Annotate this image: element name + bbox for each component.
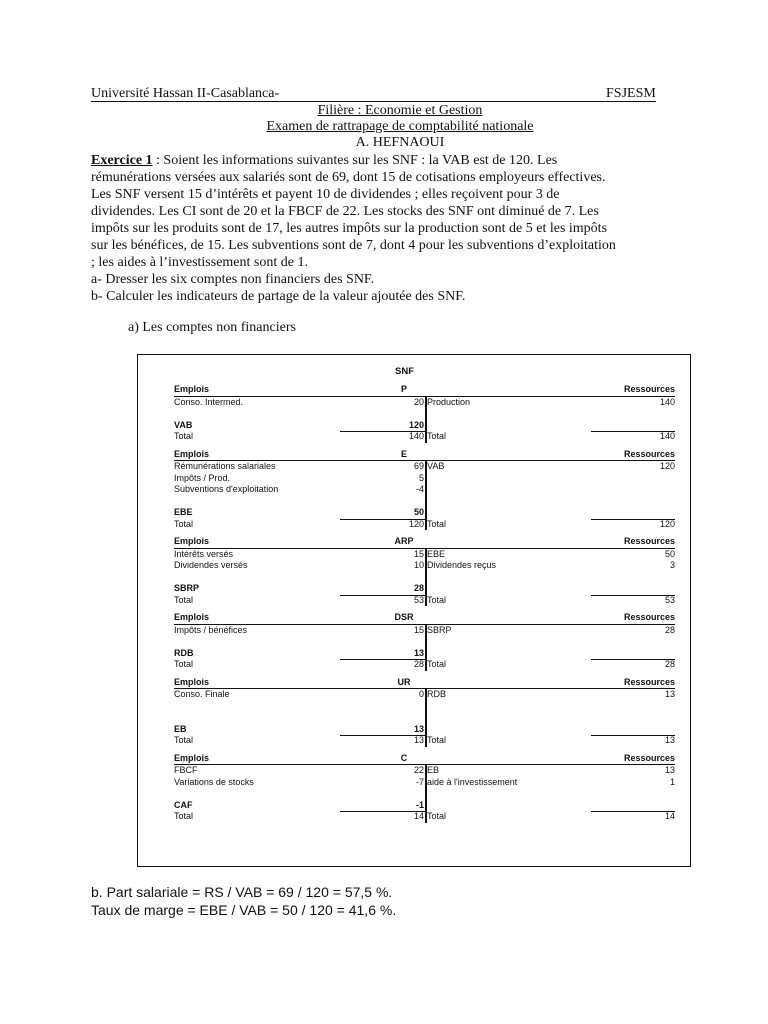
row-left-value: 13 <box>413 647 424 658</box>
question-b: b- Calculer les indicateurs de partage de la valeur ajoutée des SNF. <box>91 289 466 304</box>
row-right-value: 14 <box>664 811 675 821</box>
row-left-label: Conso. Finale <box>174 689 230 699</box>
account-separator <box>425 625 427 671</box>
row-left-value: 53 <box>413 594 424 605</box>
account-separator <box>425 549 427 607</box>
ressources-label: Ressources <box>623 676 675 687</box>
row-right-label: Dividendes reçus <box>427 560 497 570</box>
total-rule-right <box>591 595 675 596</box>
header-author: A. HEFNAOUI <box>355 135 445 150</box>
answer-taux-marge: Taux de marge = EBE / VAB = 50 / 120 = 41,6 %. <box>91 902 397 918</box>
row-left-value: -7 <box>415 776 424 787</box>
header-rule <box>91 101 656 102</box>
account-header <box>174 536 675 549</box>
total-rule-left <box>340 595 425 596</box>
row-right-value: 28 <box>664 624 675 635</box>
row-left-value: 14 <box>413 811 424 821</box>
exercise-line: sur les bénéfices, de 15. Les subventions sont de 7, dont 4 pour les subventions d’exploitation <box>91 238 616 253</box>
row-right-value: 140 <box>659 431 675 441</box>
emplois-label: Emplois <box>174 612 210 622</box>
row-right-value: 13 <box>664 689 675 699</box>
total-rule-left <box>340 811 425 812</box>
section-a-title: a) Les comptes non financiers <box>128 320 296 335</box>
row-left-label: Total <box>174 811 194 821</box>
row-left-value: -1 <box>415 799 424 810</box>
ressources-label: Ressources <box>623 612 675 622</box>
row-left-label: Total <box>174 594 194 605</box>
row-left-label: Impôts / bénéfices <box>174 624 248 635</box>
row-left-label: CAF <box>174 799 193 810</box>
row-right-label: Total <box>427 735 447 745</box>
row-right-label: Total <box>427 431 447 441</box>
account-code: DSR <box>394 612 414 622</box>
row-right-value: 120 <box>659 461 675 471</box>
row-right-value: 1 <box>669 776 675 787</box>
row-left-label: Rémunérations salariales <box>174 461 276 471</box>
row-left-label: FBCF <box>174 765 198 775</box>
account-code: UR <box>397 676 411 687</box>
row-left-label: EBE <box>174 507 193 517</box>
answer-part-salariale: b. Part salariale = RS / VAB = 69 / 120 = 57,5 %. <box>91 884 393 900</box>
row-right-label: EB <box>427 765 440 775</box>
emplois-label: Emplois <box>174 752 210 763</box>
row-left-label: Total <box>174 518 194 529</box>
account-dsr <box>174 612 675 671</box>
header-university: Université Hassan II-Casablanca- <box>91 86 280 101</box>
row-left-value: 15 <box>413 548 424 559</box>
row-right-label: aide à l'investissement <box>427 776 518 787</box>
emplois-label: Emplois <box>174 676 210 687</box>
header-faculty: FSJESM <box>606 86 656 101</box>
account-separator <box>425 689 427 747</box>
account-p <box>174 384 675 443</box>
row-right-label: Production <box>427 396 471 407</box>
row-right-value: 140 <box>659 396 675 407</box>
ressources-label: Ressources <box>623 448 675 459</box>
row-left-label: SBRP <box>174 583 200 593</box>
row-left-value: 22 <box>413 765 424 775</box>
total-rule-right <box>591 811 675 812</box>
total-rule-right <box>591 431 675 432</box>
account-arp <box>174 536 675 606</box>
row-left-value: 13 <box>413 735 424 745</box>
account-ur <box>174 677 675 747</box>
row-right-value: 3 <box>669 560 675 570</box>
row-right-label: Total <box>427 659 447 669</box>
exercise-line: Les SNF versent 15 d’intérêts et payent 10 de dividendes ; elles reçoivent pour 3 de <box>91 187 560 202</box>
emplois-label: Emplois <box>174 448 210 459</box>
question-a: a- Dresser les six comptes non financiers des SNF. <box>91 272 375 287</box>
row-left-label: Impôts / Prod. <box>174 472 231 483</box>
row-right-label: Total <box>427 594 447 605</box>
row-left-value: 50 <box>413 507 424 517</box>
row-left-value: 120 <box>408 518 424 529</box>
row-right-label: RDB <box>427 689 447 699</box>
row-left-label: Total <box>174 735 194 745</box>
row-left-label: EB <box>174 723 187 734</box>
row-right-value: 53 <box>664 594 675 605</box>
account-code: C <box>400 752 408 763</box>
row-left-value: 13 <box>413 723 424 734</box>
exercise-line: dividendes. Les CI sont de 20 et la FBCF de 22. Les stocks des SNF ont diminué de 7. Les <box>91 204 599 219</box>
row-right-label: EBE <box>427 548 446 559</box>
account-c <box>174 753 675 823</box>
header-filiere: Filière : Economie et Gestion <box>317 103 483 118</box>
total-rule-right <box>591 659 675 660</box>
exercise-label: Exercice 1 <box>91 153 153 168</box>
row-right-value: 13 <box>664 765 675 775</box>
header-exam-title: Examen de rattrapage de comptabilité nationale <box>266 119 534 134</box>
row-left-value: 20 <box>413 396 424 407</box>
exercise-line: impôts sur les produits sont de 17, les autres impôts sur la production sont de 5 et les impôts <box>91 221 608 236</box>
total-rule-right <box>591 519 675 520</box>
account-code: ARP <box>394 536 414 546</box>
row-right-label: VAB <box>427 461 445 471</box>
total-rule-left <box>340 431 425 432</box>
row-left-value: 15 <box>413 624 424 635</box>
ressources-label: Ressources <box>623 752 675 763</box>
account-header <box>174 612 675 625</box>
row-left-label: Intérêts versés <box>174 548 234 559</box>
row-left-label: Total <box>174 431 194 441</box>
emplois-label: Emplois <box>174 536 210 546</box>
exercise-line: rémunérations versées aux salariés sont de 69, dont 15 de cotisations employeurs effectives. <box>91 170 606 185</box>
row-left-value: 140 <box>408 431 424 441</box>
row-left-value: 69 <box>413 461 424 471</box>
row-right-value: 28 <box>664 659 675 669</box>
total-rule-left <box>340 735 425 736</box>
ressources-label: Ressources <box>623 384 675 394</box>
exercise-line: ; les aides à l’investissement sont de 1. <box>91 255 308 270</box>
row-left-value: 5 <box>418 472 424 483</box>
account-separator <box>425 461 427 530</box>
row-left-label: RDB <box>174 647 194 658</box>
exercise-line: : Soient les informations suivantes sur les SNF : la VAB est de 120. Les <box>152 153 558 168</box>
account-header <box>174 677 675 690</box>
row-left-label: Variations de stocks <box>174 776 254 787</box>
row-right-label: Total <box>427 518 447 529</box>
account-separator <box>425 765 427 823</box>
row-left-label: Subventions d'exploitation <box>174 484 279 494</box>
exercise-paragraph <box>91 152 691 305</box>
row-left-value: 0 <box>418 689 424 699</box>
emplois-label: Emplois <box>174 384 210 394</box>
account-code: E <box>400 448 407 459</box>
row-left-value: 10 <box>413 560 424 570</box>
row-right-value: 120 <box>659 518 675 529</box>
account-header <box>174 384 675 397</box>
table-title: SNF <box>395 366 414 377</box>
row-right-value: 50 <box>664 548 675 559</box>
row-left-label: VAB <box>174 419 193 430</box>
row-left-value: 28 <box>413 583 424 593</box>
row-left-value: -4 <box>415 484 424 494</box>
row-left-label: Dividendes versés <box>174 560 248 570</box>
total-rule-left <box>340 519 425 520</box>
total-rule-right <box>591 735 675 736</box>
account-code: P <box>400 384 407 394</box>
account-separator <box>425 397 427 443</box>
row-right-label: SBRP <box>427 624 452 635</box>
row-left-label: Conso. Intermed. <box>174 396 244 407</box>
total-rule-left <box>340 659 425 660</box>
row-right-value: 13 <box>664 735 675 745</box>
accounts-table <box>174 366 675 823</box>
account-header <box>174 753 675 766</box>
account-header <box>174 449 675 462</box>
row-left-value: 120 <box>408 419 424 430</box>
ressources-label: Ressources <box>623 536 675 546</box>
account-e <box>174 449 675 531</box>
row-left-label: Total <box>174 659 194 669</box>
row-left-value: 28 <box>413 659 424 669</box>
row-right-label: Total <box>427 811 447 821</box>
